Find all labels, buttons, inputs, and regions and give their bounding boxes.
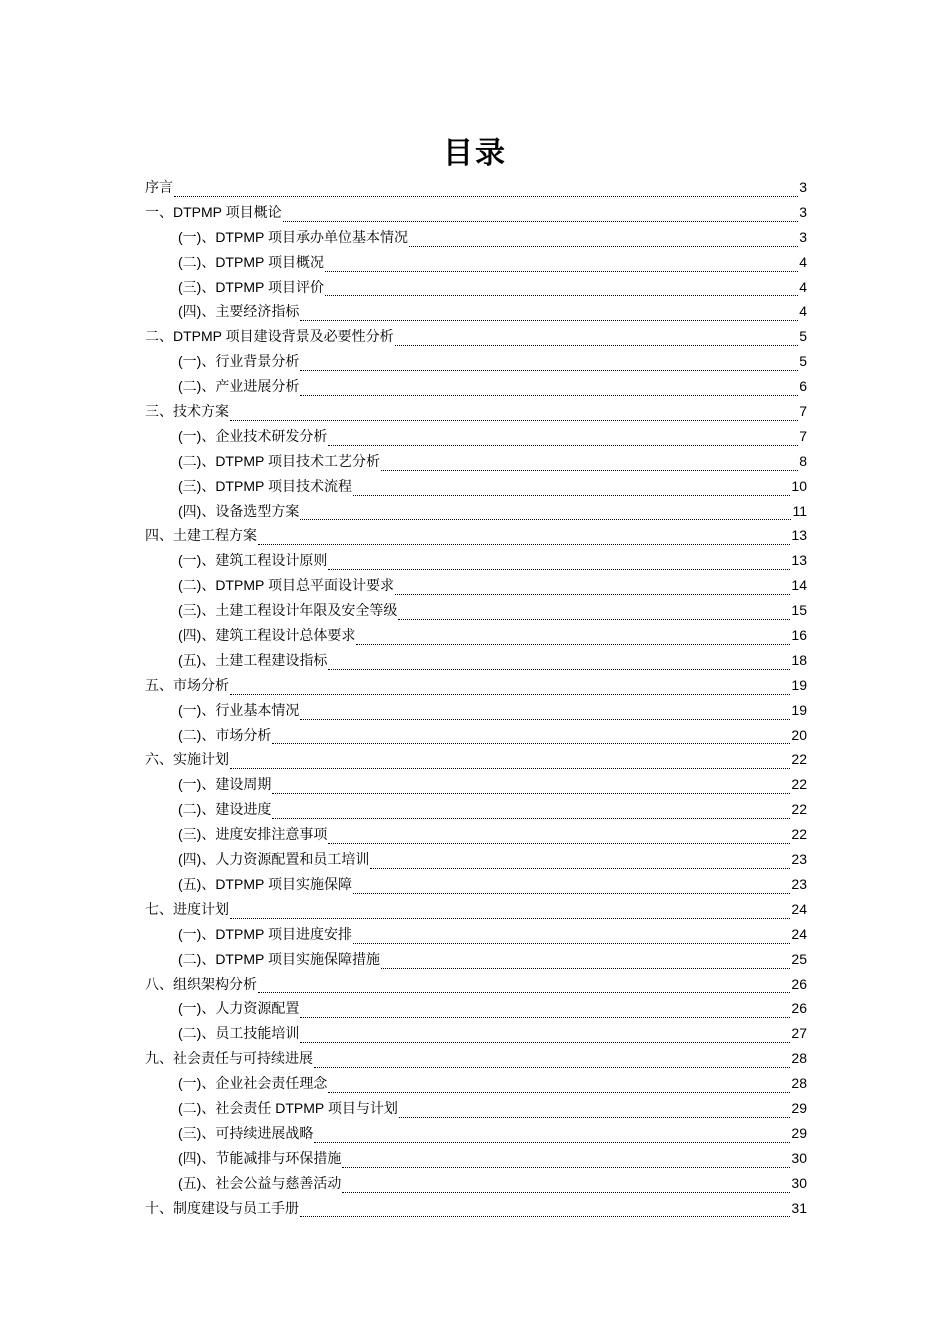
toc-dot-leader [314, 1142, 790, 1143]
toc-dot-leader [409, 246, 798, 247]
toc-entry-label: 六、实施计划 [145, 751, 229, 768]
toc-entry-label: (二)、市场分析 [178, 726, 272, 743]
toc-entry-label: (五)、土建工程建设指标 [178, 651, 328, 668]
toc-entry-label: (一)、人力资源配置 [178, 1000, 300, 1017]
toc-entry[interactable] [145, 822, 807, 847]
toc-entry[interactable] [145, 1121, 807, 1146]
toc-dot-leader [342, 1167, 790, 1168]
toc-dot-leader [325, 295, 798, 296]
toc-entry[interactable] [145, 1146, 807, 1171]
toc-entry-label: 九、社会责任与可持续进展 [145, 1050, 313, 1067]
toc-dot-leader [300, 519, 791, 520]
toc-entry-page-number: 18 [791, 651, 807, 668]
toc-entry-label: (三)、DTPMP 项目技术流程 [178, 477, 352, 494]
toc-entry-label: 十、制度建设与员工手册 [145, 1199, 299, 1216]
toc-dot-leader [272, 818, 790, 819]
toc-entry-page-number: 24 [791, 925, 807, 942]
toc-dot-leader [272, 743, 790, 744]
toc-entry[interactable] [145, 772, 807, 797]
toc-entry-label: (四)、人力资源配置和员工培训 [178, 851, 370, 868]
toc-dot-leader [283, 221, 798, 222]
toc-entry-label: 八、组织架构分析 [145, 975, 257, 992]
toc-entry-page-number: 19 [791, 701, 807, 718]
toc-entry-label: (三)、进度安排注意事项 [178, 826, 328, 843]
toc-entry-page-number: 30 [791, 1174, 807, 1191]
toc-entry[interactable] [145, 972, 807, 997]
toc-entry-label: (一)、企业社会责任理念 [178, 1075, 328, 1092]
toc-entry-label: (五)、社会公益与慈善活动 [178, 1174, 342, 1191]
table-of-contents [145, 175, 807, 1220]
toc-entry-label: (二)、DTPMP 项目实施保障措施 [178, 950, 380, 967]
toc-entry[interactable] [145, 225, 807, 250]
toc-entry[interactable] [145, 598, 807, 623]
toc-entry[interactable] [145, 275, 807, 300]
toc-dot-leader [272, 793, 790, 794]
toc-entry-page-number: 22 [791, 751, 807, 768]
toc-entry-page-number: 4 [799, 303, 807, 320]
toc-entry-label: (四)、主要经济指标 [178, 303, 300, 320]
toc-dot-leader [328, 669, 790, 670]
toc-entry[interactable] [145, 324, 807, 349]
toc-entry-page-number: 22 [791, 801, 807, 818]
toc-entry[interactable] [145, 1046, 807, 1071]
toc-dot-leader [353, 893, 790, 894]
toc-entry[interactable] [145, 449, 807, 474]
toc-title: 目录 [443, 136, 507, 171]
toc-entry-page-number: 26 [791, 975, 807, 992]
toc-entry-label: (二)、建设进度 [178, 801, 272, 818]
toc-dot-leader [370, 868, 790, 869]
toc-dot-leader [381, 968, 790, 969]
toc-entry-label: (一)、行业基本情况 [178, 701, 300, 718]
toc-entry-label: (一)、建设周期 [178, 776, 272, 793]
toc-entry-label: (一)、建筑工程设计原则 [178, 552, 328, 569]
toc-dot-leader [174, 196, 798, 197]
toc-entry-label: 序言 [145, 179, 173, 195]
toc-dot-leader [300, 395, 798, 396]
toc-entry-label: (一)、DTPMP 项目承办单位基本情况 [178, 228, 408, 245]
toc-entry-label: 四、土建工程方案 [145, 527, 257, 544]
toc-entry-page-number: 3 [799, 179, 807, 195]
toc-entry-label: (二)、社会责任 DTPMP 项目与计划 [178, 1099, 398, 1116]
toc-entry[interactable] [145, 399, 807, 424]
toc-entry-page-number: 8 [799, 452, 807, 469]
toc-dot-leader [395, 345, 798, 346]
toc-entry[interactable] [145, 747, 807, 772]
toc-entry[interactable] [145, 1021, 807, 1046]
toc-dot-leader [300, 1042, 790, 1043]
toc-dot-leader [230, 768, 790, 769]
toc-dot-leader [300, 1017, 790, 1018]
toc-entry[interactable] [145, 499, 807, 524]
toc-entry[interactable] [145, 797, 807, 822]
toc-entry[interactable] [145, 947, 807, 972]
toc-entry-page-number: 24 [791, 900, 807, 917]
toc-entry[interactable] [145, 523, 807, 548]
toc-entry-label: 七、进度计划 [145, 900, 229, 917]
toc-entry-label: (二)、DTPMP 项目技术工艺分析 [178, 452, 380, 469]
toc-entry[interactable] [145, 673, 807, 698]
toc-entry-label: (一)、行业背景分析 [178, 353, 300, 370]
toc-entry-page-number: 5 [799, 328, 807, 345]
toc-entry-page-number: 7 [799, 403, 807, 420]
toc-dot-leader [258, 992, 790, 993]
toc-entry-label: (三)、可持续进展战略 [178, 1124, 314, 1141]
toc-entry-page-number: 26 [791, 1000, 807, 1017]
toc-dot-leader [325, 271, 798, 272]
toc-entry-page-number: 20 [791, 726, 807, 743]
toc-entry-page-number: 4 [799, 278, 807, 295]
toc-entry-page-number: 16 [791, 627, 807, 644]
toc-entry-page-number: 19 [791, 676, 807, 693]
toc-entry-page-number: 22 [791, 826, 807, 843]
toc-entry-label: (二)、DTPMP 项目概况 [178, 253, 324, 270]
toc-entry[interactable] [145, 648, 807, 673]
toc-entry-label: (三)、DTPMP 项目评价 [178, 278, 324, 295]
toc-entry[interactable] [145, 474, 807, 499]
toc-entry-label: (一)、企业技术研发分析 [178, 427, 328, 444]
toc-entry-page-number: 7 [799, 427, 807, 444]
toc-entry-label: (四)、节能减排与环保措施 [178, 1149, 342, 1166]
toc-entry-page-number: 22 [791, 776, 807, 793]
toc-entry[interactable] [145, 897, 807, 922]
toc-dot-leader [300, 719, 790, 720]
toc-dot-leader [328, 569, 790, 570]
toc-entry-label: (二)、产业进展分析 [178, 378, 300, 395]
toc-entry[interactable] [145, 1196, 807, 1221]
toc-entry-page-number: 6 [799, 378, 807, 395]
toc-entry[interactable] [145, 573, 807, 598]
toc-entry-label: (四)、设备选型方案 [178, 502, 300, 519]
toc-entry-label: (四)、建筑工程设计总体要求 [178, 627, 356, 644]
toc-entry-page-number: 23 [791, 875, 807, 892]
toc-entry[interactable] [145, 349, 807, 374]
toc-dot-leader [230, 918, 790, 919]
toc-dot-leader [300, 1216, 790, 1217]
toc-dot-leader [300, 370, 798, 371]
toc-entry-label: (五)、DTPMP 项目实施保障 [178, 875, 352, 892]
toc-entry-page-number: 23 [791, 851, 807, 868]
toc-entry-page-number: 14 [791, 577, 807, 594]
toc-entry-page-number: 30 [791, 1149, 807, 1166]
toc-dot-leader [342, 1192, 790, 1193]
toc-entry-label: (二)、员工技能培训 [178, 1025, 300, 1042]
toc-entry[interactable] [145, 623, 807, 648]
toc-entry[interactable] [145, 200, 807, 225]
toc-entry[interactable] [145, 424, 807, 449]
toc-entry-page-number: 29 [791, 1124, 807, 1141]
toc-dot-leader [399, 1117, 791, 1118]
toc-entry[interactable] [145, 250, 807, 275]
toc-entry-page-number: 29 [791, 1099, 807, 1116]
toc-dot-leader [353, 495, 790, 496]
toc-entry[interactable] [145, 175, 807, 200]
toc-entry-page-number: 3 [799, 203, 807, 220]
toc-entry[interactable] [145, 548, 807, 573]
toc-entry[interactable] [145, 922, 807, 947]
toc-entry-label: 五、市场分析 [145, 676, 229, 693]
toc-dot-leader [328, 445, 798, 446]
toc-entry[interactable] [145, 374, 807, 399]
toc-entry-page-number: 13 [791, 552, 807, 569]
toc-entry-page-number: 4 [799, 253, 807, 270]
toc-entry[interactable] [145, 698, 807, 723]
toc-entry-page-number: 25 [791, 950, 807, 967]
toc-entry-label: (二)、DTPMP 项目总平面设计要求 [178, 577, 394, 594]
toc-entry[interactable] [145, 1071, 807, 1096]
toc-entry-page-number: 27 [791, 1025, 807, 1042]
toc-dot-leader [356, 644, 790, 645]
toc-dot-leader [300, 320, 798, 321]
toc-entry-page-number: 5 [799, 353, 807, 370]
toc-entry-label: 一、DTPMP 项目概论 [145, 203, 282, 220]
toc-entry[interactable] [145, 1171, 807, 1196]
toc-entry-page-number: 10 [791, 477, 807, 494]
toc-entry-page-number: 31 [791, 1199, 807, 1216]
toc-dot-leader [395, 594, 790, 595]
toc-entry-page-number: 3 [799, 228, 807, 245]
toc-dot-leader [353, 943, 790, 944]
toc-entry-page-number: 13 [791, 527, 807, 544]
toc-entry-label: (三)、土建工程设计年限及安全等级 [178, 602, 398, 619]
toc-entry[interactable] [145, 723, 807, 748]
toc-entry-label: 三、技术方案 [145, 403, 229, 420]
toc-dot-leader [314, 1067, 790, 1068]
toc-entry[interactable] [145, 847, 807, 872]
toc-entry-label: (一)、DTPMP 项目进度安排 [178, 925, 352, 942]
toc-entry-page-number: 11 [792, 502, 807, 519]
toc-entry-page-number: 15 [791, 602, 807, 619]
toc-dot-leader [328, 1092, 790, 1093]
toc-dot-leader [398, 619, 790, 620]
toc-entry-page-number: 28 [791, 1075, 807, 1092]
toc-entry[interactable] [145, 299, 807, 324]
toc-entry-page-number: 28 [791, 1050, 807, 1067]
toc-dot-leader [230, 420, 798, 421]
toc-entry-label: 二、DTPMP 项目建设背景及必要性分析 [145, 328, 394, 345]
toc-dot-leader [381, 470, 798, 471]
toc-entry[interactable] [145, 872, 807, 897]
toc-dot-leader [258, 544, 790, 545]
toc-dot-leader [328, 843, 790, 844]
toc-dot-leader [230, 694, 790, 695]
toc-entry[interactable] [145, 1096, 807, 1121]
toc-entry[interactable] [145, 996, 807, 1021]
